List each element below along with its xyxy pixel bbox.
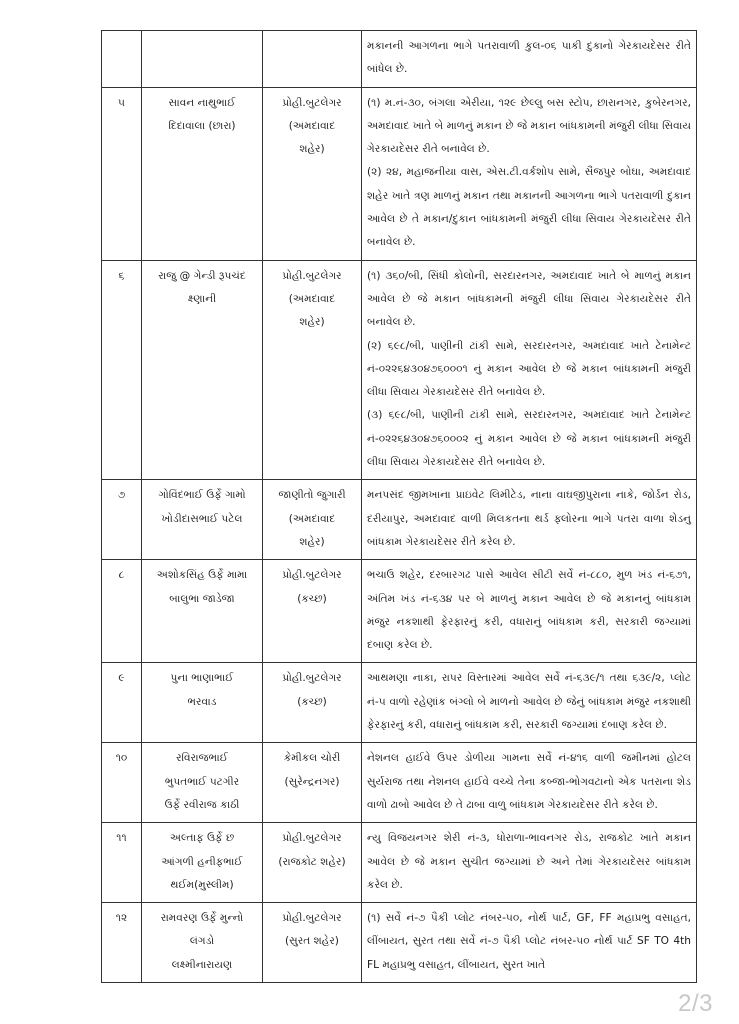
person-name-line: પુના ભાણાભાઈ (170, 672, 234, 685)
property-description-cell (362, 480, 697, 560)
person-name-line: ભરવાડ (187, 695, 217, 708)
person-name-line: રામવરણ ઉર્ફે મુન્નો (160, 912, 244, 925)
property-description-paragraph: ન્યુ વિજયનગર શેરી નં-૩, ધોરાળા-ભાવનગર રોડ, રાજકોટ ખાતે મકાન આવેલ છે જે મકાન સુચીત જગ્યામાં છે અને તેમાં ગેરકાયદેસર બાંધકામ કરેલ છે. (367, 832, 691, 891)
category-line: શહેર) (299, 143, 325, 156)
records-table (101, 30, 697, 983)
property-description-cell (362, 903, 697, 983)
category-line: પ્રોહી.બુટલેગર (282, 269, 342, 282)
table-row (102, 260, 697, 480)
category-cell (263, 823, 362, 903)
category-line: કેમીકલ ચોરી (283, 752, 341, 765)
category-cell (263, 903, 362, 983)
category-line: જાણીતો જુગારી (278, 489, 346, 502)
person-name-line: અલ્તાફ ઉર્ફે છ (169, 832, 235, 845)
person-name-line: દિદાવાલા (છારા) (168, 119, 236, 132)
person-name-line: ભુપતભાઈ પટગીર (164, 775, 240, 788)
property-description-paragraph: (૧) સર્વે નં-૭ પૈકી પ્લોટ નંબર-૫૦, નોર્થ પાર્ટ, GF, FF મહાપ્રભુ વસાહત, લીંબાયત, સુરત તથા સર્વે નં-૭ પૈકી પ્લોટ નંબર-૫૦ નોર્થ પાર્ટ SF TO 4th FL મહાપ્રભુ વસાહત, લીંબાયત, સુરત ખાતે (367, 912, 691, 971)
person-name-cell (142, 743, 263, 823)
serial-number-cell: ૭ (102, 480, 142, 560)
category-cell (263, 743, 362, 823)
category-line: (સુરત શહેર) (285, 935, 339, 948)
person-name-line: થઈમ(મુસ્લીમ) (170, 878, 234, 891)
person-name-line: લંગડો (189, 935, 215, 948)
property-description-paragraph: (૨) ૨૪, મહાજનીયા વાસ, એસ.ટી.વર્કશોપ સામે, સૈજપુર બોઘા, અમદાવાદ શહેર ખાતે ત્રણ માળનું મકાન તથા મકાનની આગળના ભાગે પતરાવાળી દુકાન આવેલ છે તે મકાન/દુકાન બાંધકામની મંજુરી લીધા સિવાય ગેરકાયદેસર રીતે બનાવેલ છે. (367, 166, 691, 249)
property-description-paragraph: નેશનલ હાઈવે ઉપર ડોળીયા ગામના સર્વે નં-૪૧૬ વાળી જમીનમાં હોટલ સુર્યરાજ તથા નેશનલ હાઈવે વચ્ચે તેના કબ્જા-ભોગવટાનો એક પતરાના શેડ વાળો ઢાબો આવેલ છે તે ઢાબા વાળુ બાંધકામ ગેરકાયદેસર રીતે કરેલ છે. (367, 752, 691, 811)
table-row (102, 480, 697, 560)
person-name-line: ખોડીદાસભાઈ પટેલ (161, 512, 243, 525)
category-cell (263, 87, 362, 260)
person-name-line: ગોવિંદભાઈ ઉર્ફે ગામો (158, 489, 246, 502)
property-description-paragraph: ભચાઉ શહેર, દરબારગઢ પાસે આવેલ સીટી સર્વે નં-૮૮૦, મુળ ખંડ નં-૬૭૧, અંતિમ ખંડ નં-૬૩૪ પર બે માળનું મકાન આવેલ છે જે મકાનનું બાંધકામ મંજુર નકશાથી ફેરફારનું કરી, વધારાનું બાંધકામ કરી, સરકારી જગ્યામાં દબાણ કરેલ છે. (367, 569, 691, 652)
table-row (102, 663, 697, 743)
property-description-paragraph: (૩) ૬૯૮/બી, પાણીની ટાંકી સામે, સરદારનગર, અમદાવાદ ખાતે ટેનામેન્ટ નં-૦૨૨૬૪૩૦૪૭૬૦૦૦૨ નું મકાન આવેલ છે જે મકાન બાંધકામની મંજુરી લીધા સિવાય ગેરકાયદેસર રીતે બનાવેલ છે. (367, 409, 691, 469)
category-line: (કચ્છ) (297, 592, 327, 605)
property-description-cell (362, 87, 697, 260)
records-table-body (102, 31, 697, 983)
person-name-line: લક્ષ્મીનારાયણ (171, 958, 233, 971)
property-description-cell (362, 823, 697, 903)
category-cell (263, 480, 362, 560)
property-description-cell (362, 560, 697, 663)
person-name-cell (142, 87, 263, 260)
person-name-line: રવિરાજભાઈ (176, 752, 228, 765)
category-line: પ્રોહી.બુટલેગર (282, 672, 342, 685)
table-row (102, 31, 697, 88)
person-name-line: ઉર્ફે રવીરાજ કાઠી (164, 798, 240, 811)
property-description-paragraph: (૨) ૬૯૮/બી, પાણીની ટાંકી સામે, સરદારનગર, અમદાવાદ ખાતે ટેનામેન્ટ નં-૦૨૨૬૪૩૦૪૭૬૦૦૦૧ નું મકાન આવેલ છે જે મકાન બાંધકામની મંજુરી લીધા સિવાય ગેરકાયદેસર રીતે બનાવેલ છે. (367, 339, 691, 399)
category-line: પ્રોહી.બુટલેગર (282, 912, 342, 925)
person-name-cell (142, 560, 263, 663)
serial-number-cell: ૧૧ (102, 823, 142, 903)
category-line: (કચ્છ) (297, 695, 327, 708)
person-name-line: બાલુભા જાડેજા (169, 592, 235, 605)
category-cell (263, 663, 362, 743)
property-description-paragraph: આથમણા નાકા, રાપર વિસ્તારમાં આવેલ સર્વે નં-૬૩૯/૧ તથા ૬૩૯/૨, પ્લોટ નં-૫ વાળો રહેણાંક બંગ્લો બે માળનો આવેલ છે જેનું બાંધકામ મંજુર નકશાથી ફેરફારનું કરી, વધારાનું બાંધકામ કરી, સરકારી જગ્યામાં દબાણ કરેલ છે. (367, 672, 691, 732)
serial-number-cell: ૧૦ (102, 743, 142, 823)
person-name-line: આંગળી હનીફભાઈ (161, 855, 243, 868)
category-line: (રાજકોટ શહેર) (278, 855, 346, 868)
property-description-cell (362, 31, 697, 88)
serial-number-cell (102, 31, 142, 88)
serial-number-cell: ૬ (102, 260, 142, 480)
person-name-cell (142, 903, 263, 983)
property-description-cell (362, 663, 697, 743)
table-row (102, 903, 697, 983)
person-name-line: રાજુ @ ગેન્ડી રૂપચંદ (158, 269, 246, 282)
category-line: (અમદાવાદ (288, 512, 336, 525)
property-description-paragraph: (૧) ૩૬૦/બી, સિંધી કોલોની, સરદારનગર, અમદાવાદ ખાતે બે માળનું મકાન આવેલ છે જે મકાન બાંધકામની મંજુરી લીધા સિવાય ગેરકાયદેસર રીતે બનાવેલ છે. (367, 269, 691, 329)
serial-number-cell: ૯ (102, 663, 142, 743)
category-cell (263, 560, 362, 663)
table-row (102, 823, 697, 903)
category-cell (263, 31, 362, 88)
person-name-cell (142, 31, 263, 88)
category-line: (સુરેન્દ્રનગર) (284, 775, 340, 788)
page-indicator: 2/3 (678, 990, 713, 1017)
category-line: શહેર) (299, 316, 325, 329)
category-line: શહેર) (299, 535, 325, 548)
category-line: પ્રોહી.બુટલેગર (282, 569, 342, 582)
category-line: (અમદાવાદ (288, 119, 336, 132)
serial-number-cell: ૧૨ (102, 903, 142, 983)
serial-number-cell: ૮ (102, 560, 142, 663)
person-name-cell (142, 663, 263, 743)
category-line: પ્રોહી.બુટલેગર (282, 832, 342, 845)
person-name-line: સાવન નાથુભાઈ (168, 96, 236, 109)
person-name-cell (142, 823, 263, 903)
property-description-cell (362, 743, 697, 823)
serial-number-cell: ૫ (102, 87, 142, 260)
property-description-paragraph: (૧) મ.નં-૩૦, બંગલા એરીયા, ૧૨૯ છેલ્લુ બસ સ્ટોપ, છારાનગર, કુબેરનગર, અમદાવાદ ખાતે બે માળનું મકાન છે જે મકાન બાંધકામની મંજુરી લીધા સિવાય ગેરકાયદેસર રીતે બનાવેલ છે. (367, 96, 691, 156)
table-row (102, 87, 697, 260)
table-row (102, 743, 697, 823)
person-name-line: અશોકસિંહ ઉર્ફે મામા (156, 569, 248, 582)
property-description-paragraph: મકાનની આગળના ભાગે પતરાવાળી કુલ-૦૬ પાકી દુકાનો ગેરકાયદેસર રીતે બાંધેલ છે. (367, 40, 691, 76)
category-cell (263, 260, 362, 480)
person-name-cell (142, 480, 263, 560)
table-row (102, 560, 697, 663)
property-description-paragraph: મનપસંદ જીમખાના પ્રાઇવેટ લિમીટેડ, નાના વાઘજીપુરાના નાકે, જોર્ડન રોડ, દરીયાપુર, અમદાવાદ વાળી મિલકતના થર્ડ ફ્લોરના ભાગે પતરા વાળા શેડનુ બાંધકામ ગેરકાયદેસર રીતે કરેલ છે. (367, 489, 691, 548)
category-line: (અમદાવાદ (288, 292, 336, 305)
category-line: પ્રોહી.બુટલેગર (282, 96, 342, 109)
person-name-line: ક્ષ્ણાની (187, 292, 217, 305)
person-name-cell (142, 260, 263, 480)
property-description-cell (362, 260, 697, 480)
